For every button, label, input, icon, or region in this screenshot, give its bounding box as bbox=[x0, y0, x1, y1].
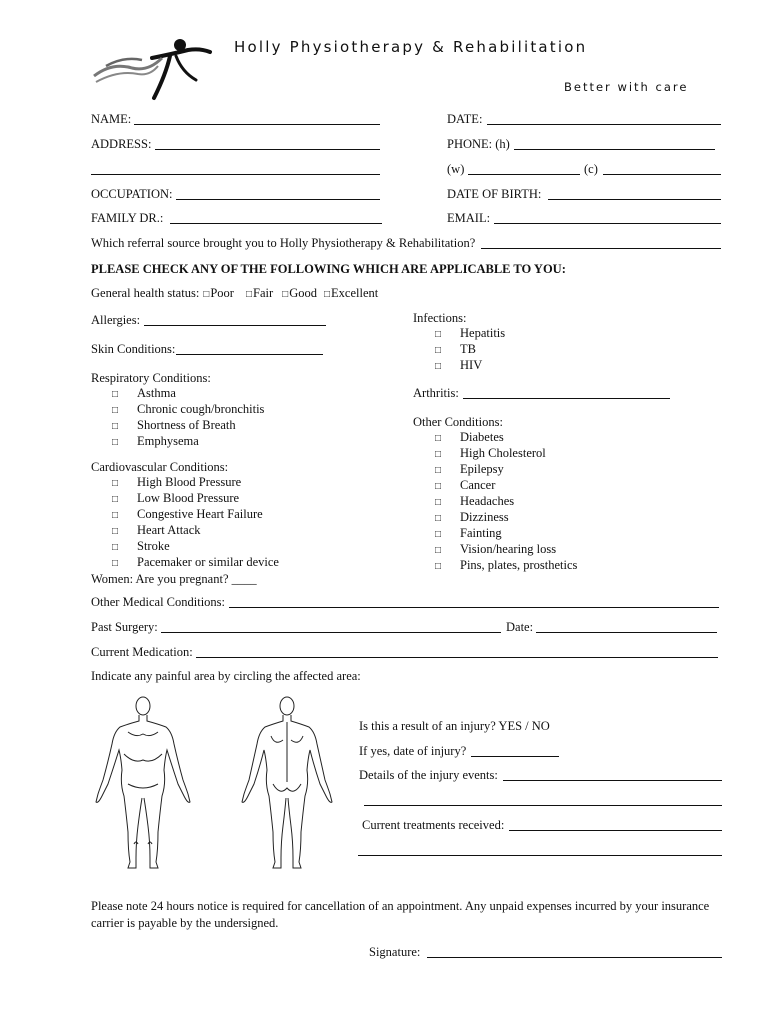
clinic-title: Holly Physiotherapy & Rehabilitation bbox=[234, 38, 588, 56]
logo-figure-icon bbox=[92, 36, 222, 106]
cardio-label: Cardiovascular Conditions: bbox=[91, 460, 229, 474]
checkbox[interactable]: □ bbox=[434, 497, 442, 508]
checkbox[interactable]: □ bbox=[434, 529, 442, 540]
checkbox[interactable]: □ bbox=[434, 561, 442, 572]
occupation-label: OCCUPATION: bbox=[91, 187, 173, 201]
list-item: □ Chronic cough/bronchitis bbox=[93, 402, 264, 418]
list-item: □ Heart Attack bbox=[93, 523, 279, 539]
checkbox[interactable]: □ bbox=[434, 513, 442, 524]
phone-work-field[interactable] bbox=[468, 174, 580, 175]
health-option-fair: Fair bbox=[253, 286, 274, 300]
checkbox[interactable]: □ bbox=[434, 345, 442, 356]
date-label: DATE: bbox=[447, 112, 483, 126]
painful-area-instruction: Indicate any painful area by circling the affected area: bbox=[91, 669, 361, 683]
list-item: □ Shortness of Breath bbox=[93, 418, 264, 434]
checkbox[interactable]: □ bbox=[111, 405, 119, 416]
past-surgery-field[interactable] bbox=[161, 632, 501, 633]
surgery-date-label: Date: bbox=[506, 620, 534, 634]
family-doctor-label: FAMILY DR.: bbox=[91, 211, 164, 225]
clinic-tagline: Better with care bbox=[564, 80, 689, 94]
checkbox[interactable]: □ bbox=[111, 437, 119, 448]
pregnant-question: Women: Are you pregnant? ____ bbox=[91, 572, 257, 586]
list-item: □ Emphysema bbox=[93, 434, 264, 450]
surgery-date-field[interactable] bbox=[536, 632, 717, 633]
checkbox[interactable]: □ bbox=[111, 542, 119, 553]
signature-label: Signature: bbox=[369, 945, 421, 959]
respiratory-list bbox=[93, 386, 264, 450]
checkbox[interactable]: □ bbox=[434, 481, 442, 492]
checkbox[interactable]: □ bbox=[434, 361, 442, 372]
injury-details-line-2-field[interactable] bbox=[364, 805, 722, 806]
list-item: □ High Cholesterol bbox=[416, 446, 577, 462]
health-option-poor: Poor bbox=[210, 286, 234, 300]
treatments-field[interactable] bbox=[509, 830, 722, 831]
address-field[interactable] bbox=[155, 149, 380, 150]
name-label: NAME: bbox=[91, 112, 132, 126]
cardio-list bbox=[93, 475, 279, 571]
other-conditions-label: Other Conditions: bbox=[413, 415, 503, 429]
treatments-label: Current treatments received: bbox=[362, 818, 505, 832]
email-field[interactable] bbox=[494, 223, 721, 224]
address-label: ADDRESS: bbox=[91, 137, 152, 151]
list-item: □ Vision/hearing loss bbox=[416, 542, 577, 558]
checkbox[interactable]: □ bbox=[111, 421, 119, 432]
health-status-label: General health status: bbox=[91, 286, 200, 300]
health-status-row bbox=[91, 286, 378, 302]
list-item: □ Asthma bbox=[93, 386, 264, 402]
checkbox[interactable]: □ bbox=[434, 465, 442, 476]
other-medical-label: Other Medical Conditions: bbox=[91, 595, 226, 609]
injury-details-field[interactable] bbox=[503, 780, 722, 781]
checkbox[interactable]: □ bbox=[111, 478, 119, 489]
list-item: □ Pins, plates, prosthetics bbox=[416, 558, 577, 574]
other-medical-field[interactable] bbox=[229, 607, 719, 608]
email-label: EMAIL: bbox=[447, 211, 491, 225]
checkbox-excellent[interactable]: □ bbox=[323, 289, 331, 300]
phone-cell-label: (c) bbox=[584, 162, 598, 176]
address-line-2-field[interactable] bbox=[91, 174, 380, 175]
injury-date-label: If yes, date of injury? bbox=[359, 744, 467, 758]
injury-question: Is this a result of an injury? YES / NO bbox=[359, 719, 550, 733]
list-item: □ Low Blood Pressure bbox=[93, 491, 279, 507]
checkbox-good[interactable]: □ bbox=[282, 289, 289, 300]
body-back-diagram[interactable] bbox=[237, 692, 337, 872]
name-field[interactable] bbox=[134, 124, 380, 125]
checkbox[interactable]: □ bbox=[434, 449, 442, 460]
health-option-good: Good bbox=[289, 286, 317, 300]
list-item: □ Diabetes bbox=[416, 430, 577, 446]
list-item: □ TB bbox=[416, 342, 505, 358]
past-surgery-label: Past Surgery: bbox=[91, 620, 158, 634]
list-item: □ Epilepsy bbox=[416, 462, 577, 478]
date-field[interactable] bbox=[487, 124, 721, 125]
list-item: □ Pacemaker or similar device bbox=[93, 555, 279, 571]
family-doctor-field[interactable] bbox=[170, 223, 382, 224]
arthritis-label: Arthritis: bbox=[413, 386, 459, 400]
list-item: □ Headaches bbox=[416, 494, 577, 510]
list-item: □ High Blood Pressure bbox=[93, 475, 279, 491]
checkbox[interactable]: □ bbox=[111, 558, 119, 569]
checkbox-fair[interactable]: □ bbox=[245, 289, 253, 300]
dob-label: DATE OF BIRTH: bbox=[447, 187, 542, 201]
respiratory-label: Respiratory Conditions: bbox=[91, 371, 211, 385]
injury-details-label: Details of the injury events: bbox=[359, 768, 498, 782]
checkbox[interactable]: □ bbox=[111, 494, 119, 505]
list-item: □ Congestive Heart Failure bbox=[93, 507, 279, 523]
phone-work-label: (w) bbox=[447, 162, 465, 176]
referral-field[interactable] bbox=[481, 248, 721, 249]
checkbox[interactable]: □ bbox=[111, 389, 119, 400]
health-option-excellent: Excellent bbox=[331, 286, 379, 300]
phone-home-field[interactable] bbox=[514, 149, 715, 150]
list-item: □ HIV bbox=[416, 358, 505, 374]
list-item: □ Cancer bbox=[416, 478, 577, 494]
arthritis-field[interactable] bbox=[463, 398, 670, 399]
list-item: □ Fainting bbox=[416, 526, 577, 542]
treatments-line-2-field[interactable] bbox=[358, 855, 722, 856]
occupation-field[interactable] bbox=[176, 199, 380, 200]
phone-cell-field[interactable] bbox=[603, 174, 721, 175]
other-conditions-list bbox=[416, 430, 577, 574]
checkbox-poor[interactable]: □ bbox=[203, 289, 210, 300]
list-item: □ Stroke bbox=[93, 539, 279, 555]
phone-home-label: PHONE: (h) bbox=[447, 137, 510, 151]
allergies-field[interactable] bbox=[144, 325, 326, 326]
dob-field[interactable] bbox=[548, 199, 721, 200]
checkbox[interactable]: □ bbox=[434, 329, 442, 340]
checkbox[interactable]: □ bbox=[434, 545, 442, 556]
medication-label: Current Medication: bbox=[91, 645, 193, 659]
checkbox[interactable]: □ bbox=[434, 433, 442, 444]
body-front-diagram[interactable] bbox=[88, 692, 198, 872]
infections-list bbox=[416, 326, 505, 374]
cancellation-notice: Please note 24 hours notice is required for cancellation of an appointment. Any unpaid expenses incurred by your insurance carrier is payable by the undersigned. bbox=[91, 899, 710, 930]
checkbox[interactable]: □ bbox=[111, 526, 119, 537]
checkbox[interactable]: □ bbox=[111, 510, 119, 521]
skin-label: Skin Conditions: bbox=[91, 342, 176, 356]
list-item: □ Hepatitis bbox=[416, 326, 505, 342]
checklist-heading: PLEASE CHECK ANY OF THE FOLLOWING WHICH ARE APPLICABLE TO YOU: bbox=[91, 262, 566, 276]
allergies-label: Allergies: bbox=[91, 313, 141, 327]
list-item: □ Dizziness bbox=[416, 510, 577, 526]
medication-field[interactable] bbox=[196, 657, 718, 658]
referral-label: Which referral source brought you to Holly Physiotherapy & Rehabilitation? bbox=[91, 236, 476, 250]
infections-label: Infections: bbox=[413, 311, 467, 325]
injury-date-field[interactable] bbox=[471, 756, 559, 757]
skin-field[interactable] bbox=[176, 354, 323, 355]
signature-field[interactable] bbox=[427, 957, 722, 958]
